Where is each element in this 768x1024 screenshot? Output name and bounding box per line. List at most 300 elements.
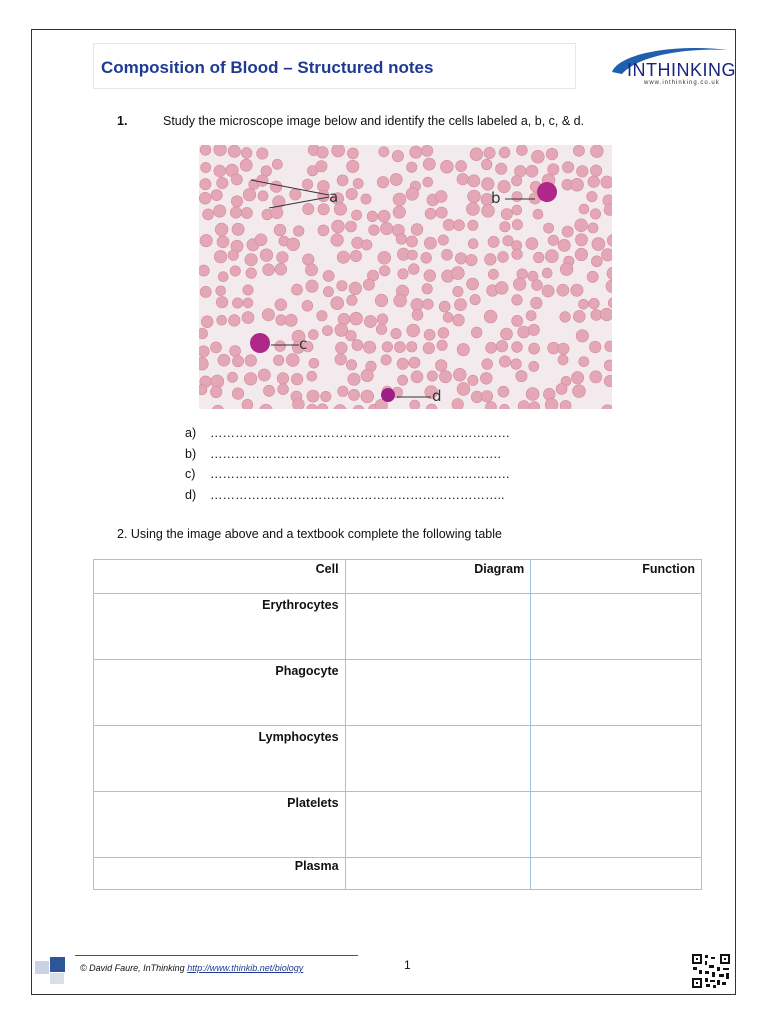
- footer-link[interactable]: http://www.thinkib.net/biology: [187, 963, 304, 973]
- rbc-cell: [468, 239, 478, 249]
- rbc-cell: [275, 341, 286, 352]
- cell-name: Plasma: [94, 858, 346, 890]
- rbc-cell: [337, 251, 349, 263]
- rbc-cell: [318, 190, 330, 202]
- rbc-cell: [393, 206, 405, 218]
- rbc-cell: [246, 268, 257, 279]
- rbc-cell: [558, 239, 570, 251]
- rbc-cell: [257, 148, 268, 159]
- cell-name: Erythrocytes: [94, 594, 346, 660]
- answer-blank[interactable]: ……………………………………………………………..: [210, 487, 505, 502]
- rbc-cell: [485, 254, 497, 266]
- rbc-cell: [292, 284, 303, 295]
- rbc-cell: [529, 361, 539, 371]
- rbc-cell: [532, 280, 543, 291]
- rbc-cell: [435, 191, 447, 203]
- wbc-b: [537, 182, 557, 202]
- rbc-cell: [482, 359, 493, 370]
- rbc-cell: [348, 373, 360, 385]
- rbc-cell: [390, 173, 402, 185]
- rbc-cell: [605, 341, 612, 351]
- rbc-cell: [518, 326, 530, 338]
- rbc-cell: [421, 145, 432, 156]
- rbc-cell: [200, 234, 212, 246]
- rbc-cell: [362, 240, 372, 250]
- rbc-cell: [335, 354, 347, 366]
- rbc-cell: [496, 163, 507, 174]
- rbc-cell: [592, 238, 605, 251]
- rbc-cell: [200, 286, 211, 297]
- rbc-cell: [228, 250, 238, 260]
- rbc-cell: [422, 284, 432, 294]
- rbc-cell: [274, 224, 286, 236]
- header-cell: Cell: [94, 560, 346, 594]
- rbc-cell: [323, 270, 334, 281]
- rbc-cell: [231, 196, 242, 207]
- rbc-cell: [409, 357, 420, 368]
- rbc-cell: [203, 209, 214, 220]
- rbc-cell: [352, 237, 364, 249]
- rbc-cell: [526, 311, 536, 321]
- rbc-cell: [466, 254, 477, 265]
- rbc-cell: [571, 284, 583, 296]
- rbc-cell: [443, 219, 454, 230]
- rbc-cell: [361, 369, 373, 381]
- logo-url: www.inthinking.co.uk: [644, 80, 720, 86]
- rbc-cell: [501, 209, 512, 220]
- cell-name: Platelets: [94, 792, 346, 858]
- rbc-cell: [542, 268, 552, 278]
- rbc-cell: [498, 252, 509, 263]
- label-d: d: [432, 387, 442, 405]
- table-header-row: [94, 560, 702, 594]
- rbc-cell: [573, 310, 585, 322]
- rbc-cell: [498, 386, 509, 397]
- rbc-cell: [369, 225, 380, 236]
- rbc-cell: [411, 224, 423, 236]
- rbc-cell: [562, 226, 573, 237]
- rbc-cell: [579, 357, 589, 367]
- rbc-cell: [423, 342, 435, 354]
- rbc-cell: [230, 266, 240, 276]
- rbc-cell: [468, 375, 478, 385]
- rbc-cell: [211, 342, 222, 353]
- label-a: a: [329, 188, 339, 206]
- rbc-cell: [500, 222, 510, 232]
- rbc-cell: [231, 174, 242, 185]
- rbc-cell: [200, 145, 211, 155]
- rbc-cell: [258, 369, 270, 381]
- rbc-cell: [361, 390, 374, 403]
- rbc-cell: [407, 162, 417, 172]
- rbc-cell: [308, 330, 318, 340]
- diagram-cell[interactable]: [345, 660, 531, 726]
- rbc-cell: [512, 249, 523, 260]
- table-row: [94, 660, 702, 726]
- rbc-cell: [210, 386, 222, 398]
- rbc-cell: [391, 328, 401, 338]
- rbc-cell: [379, 147, 389, 157]
- rbc-cell: [363, 279, 374, 290]
- rbc-cell: [499, 356, 510, 367]
- rbc-cell: [200, 179, 211, 190]
- rbc-cell: [242, 399, 253, 409]
- rbc-cell: [331, 297, 344, 310]
- rbc-cell: [531, 297, 543, 309]
- rbc-cell: [526, 238, 538, 250]
- rbc-cell: [573, 385, 586, 398]
- table-row: [94, 726, 702, 792]
- rbc-cell: [367, 211, 378, 222]
- rbc-cell: [347, 148, 358, 159]
- rbc-cell: [452, 399, 464, 410]
- rbc-cell: [353, 178, 363, 188]
- rbc-cell: [441, 160, 454, 173]
- rbc-cell: [230, 346, 241, 357]
- rbc-cell: [533, 252, 544, 263]
- answer-blank[interactable]: ………………………………………………………………: [210, 467, 510, 481]
- wbc-c: [250, 333, 270, 353]
- rbc-cell: [512, 192, 522, 202]
- rbc-cell: [516, 370, 527, 381]
- rbc-cell: [526, 165, 538, 177]
- rbc-cell: [228, 145, 240, 157]
- rbc-cell: [277, 373, 289, 385]
- rbc-cell: [274, 355, 284, 365]
- rbc-cell: [512, 315, 523, 326]
- rbc-cell: [232, 388, 244, 400]
- footer-divider: [75, 955, 358, 956]
- rbc-cell: [577, 166, 589, 178]
- rbc-cell: [571, 372, 583, 384]
- footer-square-icon: [35, 961, 49, 974]
- microscope-image: [199, 145, 612, 409]
- diagram-cell[interactable]: [345, 594, 531, 660]
- rbc-cell: [457, 173, 469, 185]
- rbc-cell: [575, 248, 588, 261]
- rbc-cell: [488, 269, 498, 279]
- rbc-cell: [453, 314, 465, 326]
- function-cell[interactable]: [531, 792, 702, 858]
- rbc-cell: [317, 311, 327, 321]
- rbc-cell: [468, 175, 480, 187]
- rbc-cell: [532, 150, 545, 163]
- rbc-cell: [587, 191, 597, 201]
- rbc-cell: [396, 234, 407, 245]
- rbc-cell: [394, 342, 405, 353]
- rbc-cell: [241, 207, 252, 218]
- rbc-cell: [217, 236, 229, 248]
- rbc-cell: [361, 194, 371, 204]
- rbc-cell: [377, 176, 389, 188]
- rbc-cell: [278, 384, 289, 395]
- rbc-cell: [590, 165, 601, 176]
- footer-copyright: [80, 963, 303, 973]
- rbc-cell: [262, 309, 274, 321]
- rbc-cell: [199, 265, 209, 276]
- rbc-cell: [199, 385, 207, 395]
- rbc-cell: [556, 384, 567, 395]
- rbc-cell: [241, 148, 252, 159]
- rbc-cell: [218, 272, 228, 282]
- rbc-cell: [199, 328, 208, 339]
- rbc-cell: [562, 162, 573, 173]
- rbc-cell: [488, 236, 499, 247]
- rbc-cell: [214, 165, 226, 177]
- table-row: [94, 594, 702, 660]
- rbc-cell: [454, 299, 466, 311]
- rbc-cell: [437, 340, 447, 350]
- answer-c: [185, 467, 510, 488]
- rbc-cell: [407, 342, 417, 352]
- rbc-cell: [306, 280, 318, 292]
- rbc-cell: [348, 389, 359, 400]
- rbc-cell: [309, 358, 319, 368]
- rbc-cell: [305, 264, 317, 276]
- rbc-cell: [411, 298, 423, 310]
- rbc-cell: [363, 341, 375, 353]
- rbc-cell: [346, 360, 356, 370]
- rbc-cell: [575, 234, 587, 246]
- rbc-cell: [287, 238, 300, 251]
- rbc-cell: [542, 285, 554, 297]
- rbc-cell: [245, 254, 257, 266]
- function-cell[interactable]: [531, 858, 702, 890]
- rbc-cell: [591, 256, 602, 267]
- rbc-cell: [442, 249, 453, 260]
- rbc-cell: [453, 286, 463, 296]
- rbc-cell: [271, 207, 283, 219]
- rbc-cell: [588, 223, 598, 233]
- rbc-cell: [557, 284, 569, 296]
- rbc-cell: [260, 249, 273, 262]
- function-cell[interactable]: [531, 660, 702, 726]
- rbc-cell: [545, 250, 558, 263]
- footer-square-icon: [50, 957, 65, 972]
- rbc-cell: [512, 176, 522, 186]
- table-row: [94, 858, 702, 890]
- rbc-cell: [457, 383, 470, 396]
- rbc-cell: [543, 388, 555, 400]
- rbc-cell: [533, 209, 543, 219]
- rbc-cell: [496, 340, 508, 352]
- rbc-cell: [317, 147, 329, 159]
- rbc-cell: [290, 189, 301, 200]
- answer-blank[interactable]: ………………………………………………………………: [210, 426, 510, 440]
- rbc-cell: [302, 300, 313, 311]
- rbc-cell: [277, 252, 289, 264]
- wbc-d: [381, 388, 395, 402]
- rbc-cell: [412, 309, 423, 320]
- rbc-cell: [573, 145, 584, 156]
- rbc-cell: [481, 159, 492, 170]
- function-cell[interactable]: [531, 726, 702, 792]
- rbc-cell: [346, 330, 357, 341]
- answer-blank[interactable]: …………………………………………………………….: [210, 446, 501, 461]
- rbc-cell: [486, 342, 497, 353]
- rbc-cell: [293, 399, 305, 410]
- rbc-cell: [512, 205, 522, 215]
- page-number: 1: [404, 958, 411, 972]
- inthinking-logo: [600, 44, 737, 90]
- rbc-cell: [291, 373, 303, 385]
- rbc-cell: [199, 192, 211, 204]
- rbc-cell: [285, 314, 297, 326]
- rbc-cell: [227, 372, 237, 382]
- rbc-cell: [346, 221, 357, 232]
- rbc-cell: [518, 401, 530, 409]
- label-b: b: [491, 189, 501, 207]
- rbc-cell: [528, 324, 539, 335]
- rbc-cell: [275, 263, 287, 275]
- rbc-cell: [293, 226, 304, 237]
- rbc-cell: [548, 235, 559, 246]
- diagram-cell[interactable]: [345, 726, 531, 792]
- rbc-cell: [322, 326, 332, 336]
- rbc-cell: [398, 269, 408, 279]
- logo-text: INTHINKING: [627, 60, 737, 80]
- rbc-cell: [439, 371, 451, 383]
- rbc-cell: [217, 315, 227, 325]
- rbc-cell: [215, 223, 228, 236]
- answer-label: d): [185, 487, 197, 502]
- rbc-cell: [456, 161, 467, 172]
- rbc-cell: [544, 223, 554, 233]
- rbc-cell: [424, 329, 435, 340]
- rbc-cell: [587, 271, 598, 282]
- rbc-cell: [455, 253, 466, 264]
- answer-label: c): [185, 467, 196, 481]
- rbc-cell: [560, 312, 571, 323]
- question-1: [117, 114, 585, 128]
- rbc-cell: [242, 312, 254, 324]
- rbc-cell: [331, 234, 344, 247]
- rbc-cell: [558, 343, 569, 354]
- rbc-cell: [560, 263, 573, 276]
- answer-list: [185, 426, 510, 508]
- rbc-cell: [229, 315, 241, 327]
- diagram-cell[interactable]: [345, 858, 531, 890]
- rbc-cell: [214, 205, 226, 217]
- rbc-cell: [435, 360, 447, 372]
- rbc-cell: [443, 312, 453, 322]
- function-cell[interactable]: [531, 594, 702, 660]
- rbc-cell: [467, 278, 479, 290]
- rbc-cell: [468, 220, 478, 230]
- rbc-cell: [529, 343, 540, 354]
- question-1-number: 1.: [117, 114, 128, 128]
- rbc-cell: [457, 343, 469, 355]
- rbc-cell: [468, 190, 481, 203]
- label-c: c: [299, 335, 308, 353]
- rbc-cell: [255, 234, 267, 246]
- rbc-cell: [424, 237, 436, 249]
- footer-square-icon: [50, 973, 64, 984]
- rbc-cell: [364, 315, 376, 327]
- rbc-cell: [438, 328, 449, 339]
- rbc-cell: [337, 281, 347, 291]
- rbc-cell: [484, 147, 495, 158]
- rbc-cell: [438, 235, 448, 245]
- rbc-cell: [512, 219, 522, 229]
- rbc-cell: [406, 236, 417, 247]
- rbc-cell: [243, 298, 253, 308]
- qr-code-icon: [691, 953, 731, 989]
- rbc-cell: [332, 145, 345, 157]
- title-box: [93, 43, 576, 89]
- rbc-cell: [380, 222, 392, 234]
- rbc-cell: [218, 354, 230, 366]
- rbc-cell: [499, 147, 510, 158]
- rbc-cell: [512, 342, 523, 353]
- rbc-cell: [232, 356, 243, 367]
- answer-label: a): [185, 426, 197, 440]
- rbc-cell: [316, 161, 327, 172]
- page-title: Composition of Blood – Structured notes: [101, 58, 434, 77]
- rbc-cell: [307, 371, 317, 381]
- rbc-cell: [410, 400, 420, 409]
- rbc-cell: [263, 264, 275, 276]
- rbc-cell: [589, 298, 600, 309]
- rbc-cell: [423, 177, 433, 187]
- rbc-cell: [201, 316, 213, 328]
- rbc-cell: [244, 373, 257, 386]
- rbc-cell: [602, 249, 613, 262]
- rbc-cell: [407, 250, 417, 260]
- diagram-cell[interactable]: [345, 792, 531, 858]
- rbc-cell: [272, 159, 282, 169]
- rbc-cell: [408, 264, 419, 275]
- rbc-cell: [263, 385, 274, 396]
- rbc-cell: [349, 282, 362, 295]
- rbc-cell: [484, 310, 497, 323]
- rbc-cell: [451, 267, 464, 280]
- rbc-cell: [346, 188, 357, 199]
- rbc-cell: [560, 400, 571, 409]
- rbc-cell: [410, 146, 422, 158]
- rbc-cell: [424, 270, 436, 282]
- rbc-cell: [378, 251, 391, 264]
- rbc-cell: [318, 204, 329, 215]
- rbc-cell: [232, 223, 244, 235]
- rbc-cell: [211, 190, 222, 201]
- cell-table: [93, 559, 702, 890]
- rbc-cell: [392, 150, 403, 161]
- rbc-cell: [258, 191, 268, 201]
- rbc-cell: [214, 250, 227, 263]
- rbc-cell: [321, 391, 331, 401]
- rbc-cell: [411, 371, 423, 383]
- rbc-cell: [214, 145, 227, 156]
- answer-d: [185, 488, 510, 509]
- rbc-cell: [230, 207, 241, 218]
- rbc-cell: [579, 299, 589, 309]
- rbc-cell: [332, 220, 345, 233]
- rbc-cell: [480, 372, 492, 384]
- rbc-cell: [286, 354, 299, 367]
- rbc-cell: [243, 188, 256, 201]
- rbc-cell: [513, 278, 526, 291]
- rbc-cell: [501, 328, 513, 340]
- rbc-cell: [517, 145, 528, 156]
- copyright-text: © David Faure, InThinking: [80, 963, 188, 973]
- rbc-cell: [436, 207, 447, 218]
- rbc-cell: [423, 299, 434, 310]
- rbc-cell: [466, 203, 479, 216]
- rbc-cell: [307, 390, 319, 402]
- rbc-cell: [394, 294, 407, 307]
- rbc-cell: [589, 341, 601, 353]
